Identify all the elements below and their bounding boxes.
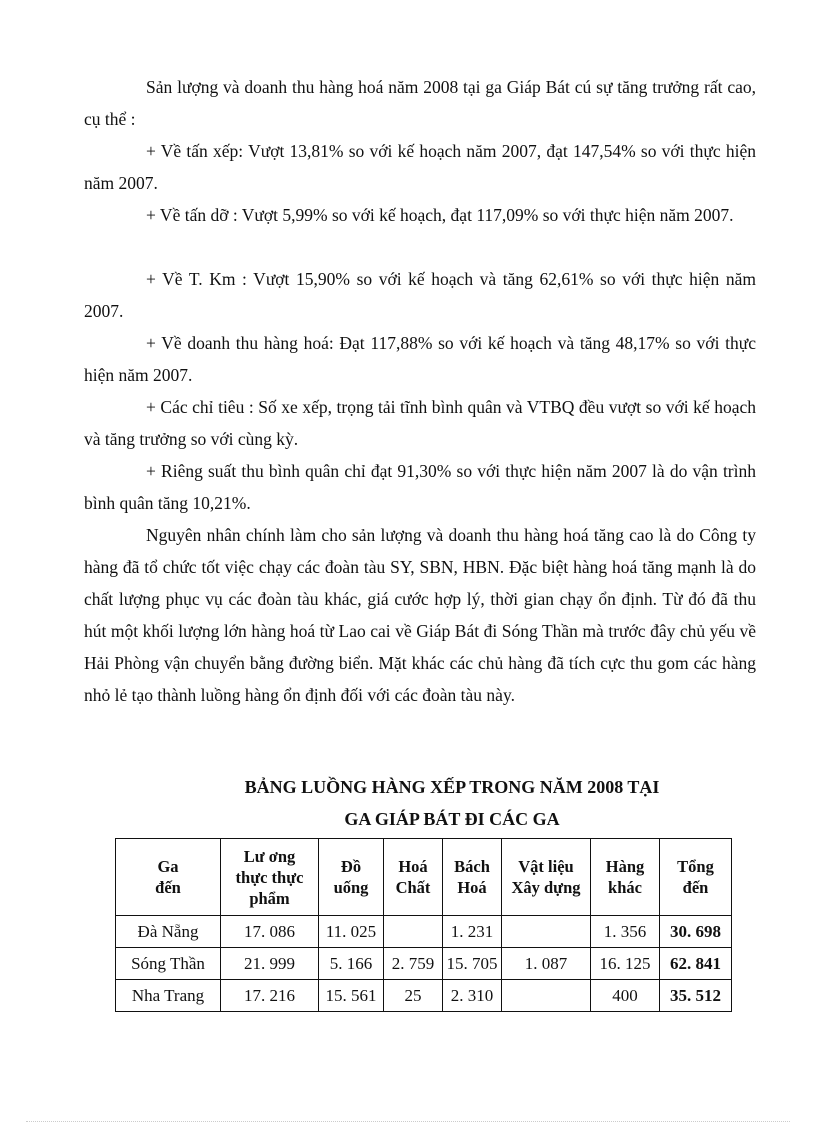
cell-do-uong: 11. 025 xyxy=(319,916,384,948)
cargo-flow-table xyxy=(115,838,732,1012)
paragraph-suat-thu: + Riêng suất thu bình quân chỉ đạt 91,30% so với thực hiện năm 2007 là do vận trình bình quân tăng 10,21%. xyxy=(84,461,756,513)
paragraph-t-km: + Về T. Km : Vượt 15,90% so với kế hoạch và tăng 62,61% so với thực hiện năm 2007. xyxy=(84,269,756,321)
cell-bach-hoa: 1. 231 xyxy=(443,916,502,948)
header-do-uong: Đồ uống xyxy=(319,839,384,916)
cell-vat-lieu xyxy=(502,916,591,948)
header-ga-den: Ga đến xyxy=(116,839,221,916)
cell-luong-thuc: 21. 999 xyxy=(221,948,319,980)
paragraph-tan-do: + Về tấn dỡ : Vượt 5,99% so với kế hoạch, đạt 117,09% so với thực hiện năm 2007. xyxy=(146,205,734,225)
cell-tong: 62. 841 xyxy=(660,948,732,980)
cell-station: Nha Trang xyxy=(116,980,221,1012)
table-row xyxy=(116,980,732,1012)
cell-tong: 30. 698 xyxy=(660,916,732,948)
cell-hoa-chat xyxy=(384,916,443,948)
page-bottom-divider xyxy=(26,1121,790,1122)
paragraph-chi-tieu: + Các chỉ tiêu : Số xe xếp, trọng tải tĩnh bình quân và VTBQ đều vượt so với kế hoạch và tăng trưởng so với cùng kỳ. xyxy=(84,397,756,449)
header-luong-thuc: Lư ơng thực thực phẩm xyxy=(221,839,319,916)
cell-luong-thuc: 17. 086 xyxy=(221,916,319,948)
cell-tong: 35. 512 xyxy=(660,980,732,1012)
cell-station: Sóng Thần xyxy=(116,948,221,980)
cell-hang-khac: 16. 125 xyxy=(591,948,660,980)
header-hang-khac: Hàng khác xyxy=(591,839,660,916)
cell-vat-lieu xyxy=(502,980,591,1012)
paragraph-intro: Sản lượng và doanh thu hàng hoá năm 2008 tại ga Giáp Bát cú sự tăng trưởng rất cao, cụ thể : xyxy=(84,77,756,129)
cell-vat-lieu: 1. 087 xyxy=(502,948,591,980)
cell-bach-hoa: 15. 705 xyxy=(443,948,502,980)
paragraph-tan-xep: + Về tấn xếp: Vượt 13,81% so với kế hoạch năm 2007, đạt 147,54% so với thực hiện năm 2007. xyxy=(84,141,756,193)
header-tong-den: Tổng đến xyxy=(660,839,732,916)
header-vat-lieu: Vật liệu Xây dựng xyxy=(502,839,591,916)
header-hoa-chat: Hoá Chất xyxy=(384,839,443,916)
cell-hang-khac: 400 xyxy=(591,980,660,1012)
paragraph-nguyen-nhan: Nguyên nhân chính làm cho sản lượng và doanh thu hàng hoá tăng cao là do Công ty hàng đã tổ chức tốt việc chạy các đoàn tàu SY, SBN, HBN. Đặc biệt hàng hoá tăng mạnh là do chất lượng phục vụ các đoàn tàu khác, giá cước hợp lý, thời gian chạy ổn định. Từ đó đã thu hút một khối lượng lớn hàng hoá từ Lao cai về Giáp Bát đi Sóng Thần mà trước đây chủ yếu về Hải Phòng vận chuyển bằng đường biển. Mặt khác các chủ hàng đã tích cực thu gom các hàng nhỏ lẻ tạo thành luồng hàng ổn định đối với các đoàn tàu này. xyxy=(84,525,756,705)
paragraph-doanh-thu: + Về doanh thu hàng hoá: Đạt 117,88% so với kế hoạch và tăng 48,17% so với thực hiện năm 2007. xyxy=(84,333,756,385)
cell-do-uong: 15. 561 xyxy=(319,980,384,1012)
table-title-line-2: GA GIÁP BÁT ĐI CÁC GA xyxy=(344,809,560,829)
cell-do-uong: 5. 166 xyxy=(319,948,384,980)
cell-station: Đà Nẵng xyxy=(116,916,221,948)
header-bach-hoa: Bách Hoá xyxy=(443,839,502,916)
cell-luong-thuc: 17. 216 xyxy=(221,980,319,1012)
table-row xyxy=(116,916,732,948)
cell-bach-hoa: 2. 310 xyxy=(443,980,502,1012)
cell-hang-khac: 1. 356 xyxy=(591,916,660,948)
cell-hoa-chat: 25 xyxy=(384,980,443,1012)
table-header-row xyxy=(116,839,732,916)
table-title-line-1: BẢNG LUỒNG HÀNG XẾP TRONG NĂM 2008 TẠI xyxy=(244,777,660,797)
cell-hoa-chat: 2. 759 xyxy=(384,948,443,980)
table-row xyxy=(116,948,732,980)
